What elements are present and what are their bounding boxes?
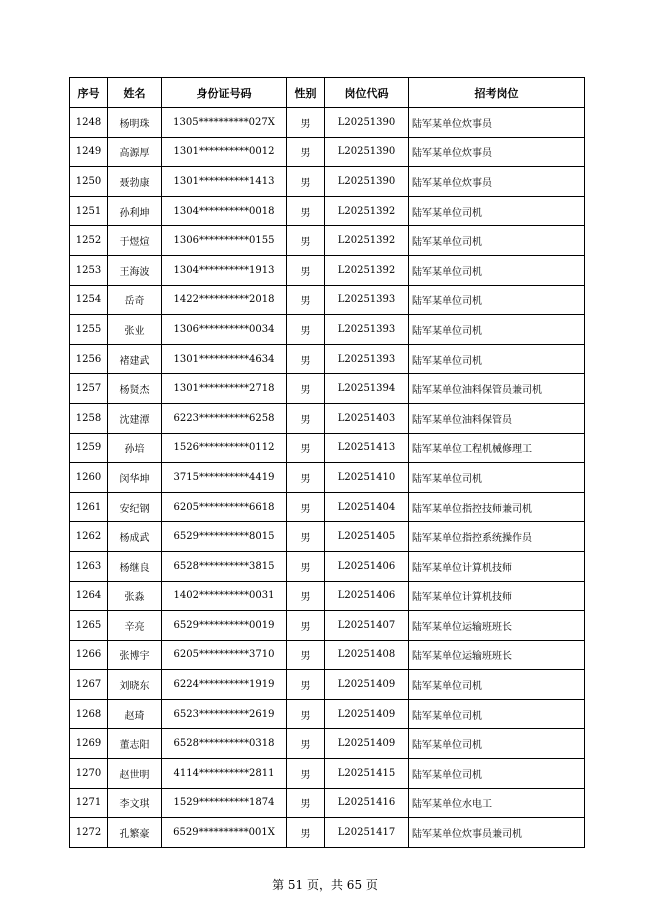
id-number-cell: 6529**********001X xyxy=(162,818,287,848)
candidate-table xyxy=(69,77,585,848)
index-cell: 1269 xyxy=(70,729,108,759)
table-row xyxy=(70,759,585,789)
id-number-cell: 1402**********0031 xyxy=(162,581,287,611)
index-cell: 1267 xyxy=(70,670,108,700)
post-code-cell: L20251406 xyxy=(325,551,409,581)
index-cell: 1259 xyxy=(70,433,108,463)
table-row xyxy=(70,255,585,285)
id-number-cell: 1301**********4634 xyxy=(162,344,287,374)
post-cell: 陆军某单位运输班班长 xyxy=(409,640,585,670)
table-row xyxy=(70,344,585,374)
post-code-cell: L20251393 xyxy=(325,285,409,315)
header-id-number: 身份证号码 xyxy=(162,78,287,108)
post-cell: 陆军某单位司机 xyxy=(409,670,585,700)
table-row xyxy=(70,137,585,167)
index-cell: 1262 xyxy=(70,522,108,552)
table-row xyxy=(70,611,585,641)
post-code-cell: L20251413 xyxy=(325,433,409,463)
gender-cell: 男 xyxy=(287,403,325,433)
name-cell: 杨继良 xyxy=(108,551,162,581)
table-row xyxy=(70,522,585,552)
post-code-cell: L20251409 xyxy=(325,670,409,700)
page-number: 第 51 页，共 65 页 xyxy=(272,878,378,892)
table-row xyxy=(70,581,585,611)
index-cell: 1270 xyxy=(70,759,108,789)
name-cell: 杨贤杰 xyxy=(108,374,162,404)
name-cell: 张淼 xyxy=(108,581,162,611)
id-number-cell: 1304**********0018 xyxy=(162,196,287,226)
gender-cell: 男 xyxy=(287,167,325,197)
post-cell: 陆军某单位炊事员 xyxy=(409,137,585,167)
id-number-cell: 6528**********0318 xyxy=(162,729,287,759)
gender-cell: 男 xyxy=(287,788,325,818)
gender-cell: 男 xyxy=(287,818,325,848)
post-code-cell: L20251394 xyxy=(325,374,409,404)
post-code-cell: L20251393 xyxy=(325,344,409,374)
post-code-cell: L20251405 xyxy=(325,522,409,552)
post-cell: 陆军某单位司机 xyxy=(409,344,585,374)
post-cell: 陆军某单位司机 xyxy=(409,699,585,729)
name-cell: 张业 xyxy=(108,315,162,345)
table-row xyxy=(70,285,585,315)
name-cell: 董志阳 xyxy=(108,729,162,759)
post-cell: 陆军某单位司机 xyxy=(409,315,585,345)
id-number-cell: 1529**********1874 xyxy=(162,788,287,818)
index-cell: 1261 xyxy=(70,492,108,522)
post-cell: 陆军某单位司机 xyxy=(409,729,585,759)
table-row xyxy=(70,403,585,433)
table-row xyxy=(70,374,585,404)
post-cell: 陆军某单位司机 xyxy=(409,285,585,315)
index-cell: 1250 xyxy=(70,167,108,197)
gender-cell: 男 xyxy=(287,226,325,256)
post-cell: 陆军某单位炊事员兼司机 xyxy=(409,818,585,848)
id-number-cell: 1301**********0012 xyxy=(162,137,287,167)
table-row xyxy=(70,315,585,345)
id-number-cell: 1301**********1413 xyxy=(162,167,287,197)
index-cell: 1271 xyxy=(70,788,108,818)
post-code-cell: L20251416 xyxy=(325,788,409,818)
id-number-cell: 1301**********2718 xyxy=(162,374,287,404)
table-row xyxy=(70,729,585,759)
post-cell: 陆军某单位工程机械修理工 xyxy=(409,433,585,463)
table-row xyxy=(70,818,585,848)
id-number-cell: 1306**********0034 xyxy=(162,315,287,345)
gender-cell: 男 xyxy=(287,255,325,285)
name-cell: 刘晓东 xyxy=(108,670,162,700)
table-row xyxy=(70,108,585,138)
post-cell: 陆军某单位计算机技师 xyxy=(409,551,585,581)
name-cell: 高源厚 xyxy=(108,137,162,167)
name-cell: 孙培 xyxy=(108,433,162,463)
header-post-code: 岗位代码 xyxy=(325,78,409,108)
index-cell: 1264 xyxy=(70,581,108,611)
gender-cell: 男 xyxy=(287,611,325,641)
index-cell: 1258 xyxy=(70,403,108,433)
table-row xyxy=(70,699,585,729)
gender-cell: 男 xyxy=(287,522,325,552)
table-row xyxy=(70,463,585,493)
name-cell: 孔繁豪 xyxy=(108,818,162,848)
post-code-cell: L20251392 xyxy=(325,226,409,256)
id-number-cell: 6529**********0019 xyxy=(162,611,287,641)
post-code-cell: L20251392 xyxy=(325,255,409,285)
id-number-cell: 1526**********0112 xyxy=(162,433,287,463)
gender-cell: 男 xyxy=(287,492,325,522)
gender-cell: 男 xyxy=(287,670,325,700)
table-row xyxy=(70,433,585,463)
gender-cell: 男 xyxy=(287,759,325,789)
name-cell: 王海波 xyxy=(108,255,162,285)
gender-cell: 男 xyxy=(287,551,325,581)
name-cell: 孙利坤 xyxy=(108,196,162,226)
post-cell: 陆军某单位指控系统操作员 xyxy=(409,522,585,552)
id-number-cell: 6224**********1919 xyxy=(162,670,287,700)
post-code-cell: L20251408 xyxy=(325,640,409,670)
index-cell: 1272 xyxy=(70,818,108,848)
id-number-cell: 6205**********6618 xyxy=(162,492,287,522)
gender-cell: 男 xyxy=(287,196,325,226)
post-code-cell: L20251392 xyxy=(325,196,409,226)
table-row xyxy=(70,640,585,670)
index-cell: 1248 xyxy=(70,108,108,138)
gender-cell: 男 xyxy=(287,108,325,138)
post-code-cell: L20251393 xyxy=(325,315,409,345)
post-cell: 陆军某单位油料保管员 xyxy=(409,403,585,433)
index-cell: 1249 xyxy=(70,137,108,167)
id-number-cell: 6223**********6258 xyxy=(162,403,287,433)
name-cell: 杨明珠 xyxy=(108,108,162,138)
index-cell: 1263 xyxy=(70,551,108,581)
id-number-cell: 6523**********2619 xyxy=(162,699,287,729)
id-number-cell: 1304**********1913 xyxy=(162,255,287,285)
post-cell: 陆军某单位司机 xyxy=(409,759,585,789)
name-cell: 杨成武 xyxy=(108,522,162,552)
header-row xyxy=(70,78,585,108)
header-post: 招考岗位 xyxy=(409,78,585,108)
index-cell: 1257 xyxy=(70,374,108,404)
gender-cell: 男 xyxy=(287,137,325,167)
id-number-cell: 6529**********8015 xyxy=(162,522,287,552)
name-cell: 聂勃康 xyxy=(108,167,162,197)
gender-cell: 男 xyxy=(287,640,325,670)
gender-cell: 男 xyxy=(287,374,325,404)
post-cell: 陆军某单位指控技师兼司机 xyxy=(409,492,585,522)
index-cell: 1266 xyxy=(70,640,108,670)
table-row xyxy=(70,226,585,256)
header-gender: 性别 xyxy=(287,78,325,108)
name-cell: 张博宇 xyxy=(108,640,162,670)
name-cell: 赵世明 xyxy=(108,759,162,789)
post-cell: 陆军某单位油料保管员兼司机 xyxy=(409,374,585,404)
index-cell: 1265 xyxy=(70,611,108,641)
index-cell: 1251 xyxy=(70,196,108,226)
post-code-cell: L20251409 xyxy=(325,729,409,759)
id-number-cell: 1306**********0155 xyxy=(162,226,287,256)
post-code-cell: L20251390 xyxy=(325,167,409,197)
header-index: 序号 xyxy=(70,78,108,108)
index-cell: 1256 xyxy=(70,344,108,374)
gender-cell: 男 xyxy=(287,581,325,611)
post-code-cell: L20251417 xyxy=(325,818,409,848)
header-name: 姓名 xyxy=(108,78,162,108)
post-cell: 陆军某单位司机 xyxy=(409,463,585,493)
name-cell: 于煜煊 xyxy=(108,226,162,256)
gender-cell: 男 xyxy=(287,729,325,759)
name-cell: 褚建武 xyxy=(108,344,162,374)
post-code-cell: L20251390 xyxy=(325,137,409,167)
index-cell: 1260 xyxy=(70,463,108,493)
name-cell: 赵琦 xyxy=(108,699,162,729)
post-cell: 陆军某单位计算机技师 xyxy=(409,581,585,611)
gender-cell: 男 xyxy=(287,315,325,345)
gender-cell: 男 xyxy=(287,699,325,729)
id-number-cell: 1422**********2018 xyxy=(162,285,287,315)
index-cell: 1268 xyxy=(70,699,108,729)
post-code-cell: L20251406 xyxy=(325,581,409,611)
post-cell: 陆军某单位炊事员 xyxy=(409,108,585,138)
index-cell: 1255 xyxy=(70,315,108,345)
gender-cell: 男 xyxy=(287,285,325,315)
id-number-cell: 4114**********2811 xyxy=(162,759,287,789)
index-cell: 1253 xyxy=(70,255,108,285)
table-row xyxy=(70,670,585,700)
post-cell: 陆军某单位司机 xyxy=(409,226,585,256)
name-cell: 安纪钢 xyxy=(108,492,162,522)
table-row xyxy=(70,167,585,197)
post-code-cell: L20251410 xyxy=(325,463,409,493)
name-cell: 闵华坤 xyxy=(108,463,162,493)
post-cell: 陆军某单位水电工 xyxy=(409,788,585,818)
gender-cell: 男 xyxy=(287,463,325,493)
post-code-cell: L20251404 xyxy=(325,492,409,522)
name-cell: 李文琪 xyxy=(108,788,162,818)
id-number-cell: 3715**********4419 xyxy=(162,463,287,493)
table-row xyxy=(70,492,585,522)
post-code-cell: L20251407 xyxy=(325,611,409,641)
post-cell: 陆军某单位运输班班长 xyxy=(409,611,585,641)
post-cell: 陆军某单位司机 xyxy=(409,196,585,226)
post-code-cell: L20251403 xyxy=(325,403,409,433)
id-number-cell: 1305**********027X xyxy=(162,108,287,138)
post-code-cell: L20251409 xyxy=(325,699,409,729)
table-row xyxy=(70,551,585,581)
index-cell: 1254 xyxy=(70,285,108,315)
table-body xyxy=(70,108,585,848)
name-cell: 辛亮 xyxy=(108,611,162,641)
table-row xyxy=(70,788,585,818)
post-code-cell: L20251390 xyxy=(325,108,409,138)
post-cell: 陆军某单位炊事员 xyxy=(409,167,585,197)
gender-cell: 男 xyxy=(287,433,325,463)
post-cell: 陆军某单位司机 xyxy=(409,255,585,285)
index-cell: 1252 xyxy=(70,226,108,256)
id-number-cell: 6205**********3710 xyxy=(162,640,287,670)
post-code-cell: L20251415 xyxy=(325,759,409,789)
name-cell: 岳奇 xyxy=(108,285,162,315)
table-row xyxy=(70,196,585,226)
name-cell: 沈建潭 xyxy=(108,403,162,433)
gender-cell: 男 xyxy=(287,344,325,374)
id-number-cell: 6528**********3815 xyxy=(162,551,287,581)
